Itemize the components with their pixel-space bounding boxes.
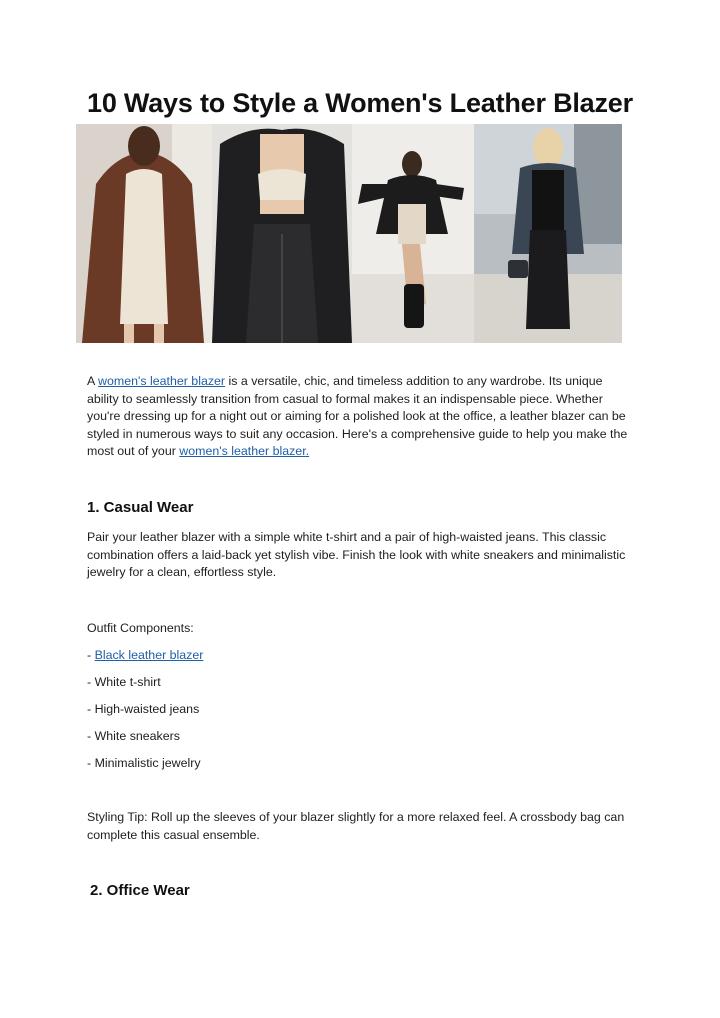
hero-photo-leather-pants <box>474 124 622 343</box>
list-bullet: - <box>87 729 95 743</box>
outfit-component-item <box>87 674 161 692</box>
list-bullet: - <box>87 675 95 689</box>
list-item-text: White sneakers <box>94 729 180 743</box>
outfit-components-title: Outfit Components: <box>87 621 194 635</box>
outfit-component-item <box>87 647 203 665</box>
hero-photo-brown-blazer <box>76 124 212 343</box>
list-item-text: White t-shirt <box>94 675 161 689</box>
intro-paragraph <box>87 373 635 461</box>
womens-leather-blazer-link[interactable]: women's leather blazer <box>98 374 226 388</box>
list-item-text: High-waisted jeans <box>94 702 200 716</box>
outfit-component-item <box>87 728 180 746</box>
styling-tip-paragraph: Styling Tip: Roll up the sleeves of your blazer slightly for a more relaxed feel. A crossbody bag can complete this casual ensemble. <box>87 810 625 842</box>
hero-image-collage <box>76 124 622 343</box>
intro-body: is a versatile, chic, and timeless addition to any wardrobe. Its unique ability to seamlessly transition from casual to formal makes it an indispensable piece. Whether you're dressing up for a night out or aiming for a polished look at the office, a leather blazer can be styled in numerous ways to suit any occasion. Here's a comprehensive guide to help you make the most out of your <box>87 374 628 459</box>
list-bullet: - <box>87 756 95 770</box>
hero-photo-black-blazer <box>212 124 352 343</box>
casual-wear-paragraph: Pair your leather blazer with a simple white t-shirt and a pair of high-waisted jeans. This classic combination offers a laid-back yet stylish vibe. Finish the look with white sneakers and minimalistic jewelry for a clean, effortless style. <box>87 530 626 580</box>
list-item-text: Minimalistic jewelry <box>94 756 201 770</box>
section-heading-office-wear: 2. Office Wear <box>90 882 190 899</box>
section-heading-casual-wear: 1. Casual Wear <box>87 499 194 516</box>
list-bullet: - <box>87 702 95 716</box>
womens-leather-blazer-link-2[interactable]: women's leather blazer. <box>179 444 310 459</box>
page-title: 10 Ways to Style a Women's Leather Blazer <box>87 88 633 118</box>
outfit-component-item <box>87 701 199 719</box>
hero-photo-sitting-pose <box>352 124 474 343</box>
intro-lead: A <box>87 374 99 388</box>
list-bullet: - <box>87 648 95 662</box>
outfit-component-item <box>87 755 201 773</box>
black-leather-blazer-link[interactable]: Black leather blazer <box>94 648 204 662</box>
